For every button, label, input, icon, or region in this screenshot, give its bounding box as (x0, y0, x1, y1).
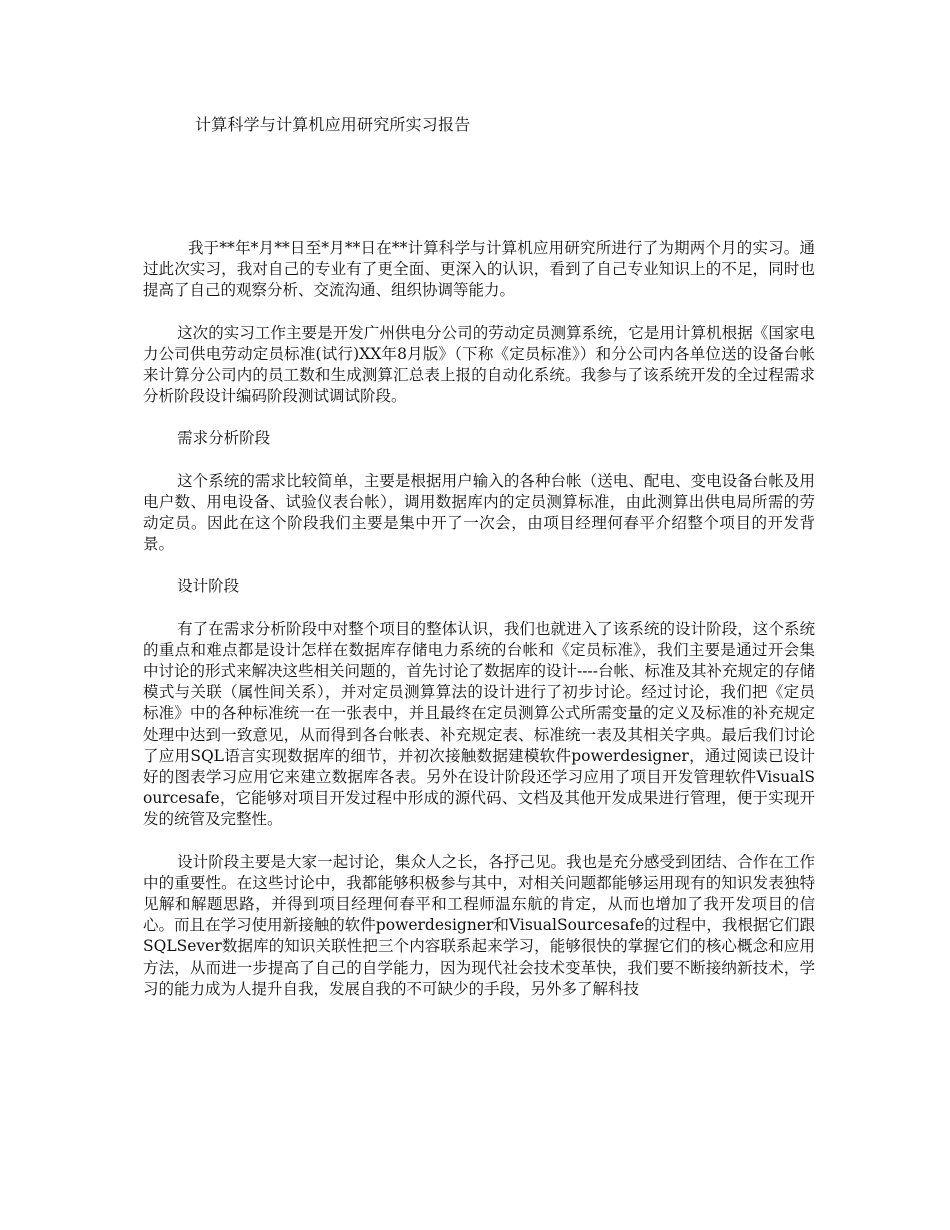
paragraph-work-overview: 这次的实习工作主要是开发广州供电分公司的劳动定员测算系统，它是用计算机根据《国家电力公司供电劳动定员标准(试行)XX年8月版》（下称《定员标准》）和分公司内各单位送的设备台帐来计算分公司内的员工数和生成测算汇总表上报的自动化系统。我参与了该系统开发的全过程需求分析阶段设计编码阶段测试调试阶段。 (143, 323, 815, 406)
document-title: 计算科学与计算机应用研究所实习报告 (195, 115, 471, 134)
section-heading-requirements: 需求分析阶段 (177, 429, 271, 448)
section-heading-design: 设计阶段 (177, 577, 240, 596)
paragraph-requirements: 这个系统的需求比较简单，主要是根据用户输入的各种台帐（送电、配电、变电设备台帐及用电户数、用电设备、试验仪表台帐），调用数据库内的定员测算标准，由此测算出供电局所需的劳动定员。因此在这个阶段我们主要是集中开了一次会，由项目经理何春平介绍整个项目的开发背景。 (143, 471, 815, 554)
paragraph-design-reflection: 设计阶段主要是大家一起讨论，集众人之长，各抒己见。我也是充分感受到团结、合作在工作中的重要性。在这些讨论中，我都能够积极参与其中，对相关问题都能够运用现有的知识发表独特见解和解题思路，并得到项目经理何春平和工程师温东航的肯定，从而也增加了我开发项目的信心。而且在学习使用新接触的软件powerdesigner和VisualSourcesafe的过程中，我根据它们跟SQLSever数据库的知识关联性把三个内容联系起来学习，能够很快的掌握它们的核心概念和应用方法，从而进一步提高了自己的自学能力，因为现代社会技术变革快，我们要不断接纳新技术，学习的能力成为人提升自我，发展自我的不可缺少的手段，另外多了解科技 (143, 852, 815, 998)
paragraph-intro: 我于**年*月**日至*月**日在**计算科学与计算机应用研究所进行了为期两个月的实习。通过此次实习，我对自己的专业有了更全面、更深入的认识，看到了自己专业知识上的不足，同时也提高了自己的观察分析、交流沟通、组织协调等能力。 (143, 239, 815, 300)
document-body (143, 238, 815, 1000)
paragraph-design: 有了在需求分析阶段中对整个项目的整体认识，我们也就进入了该系统的设计阶段，这个系统的重点和难点都是设计怎样在数据库存储电力系统的台帐和《定员标准》，我们主要是通过开会集中讨论的形式来解决这些相关问题的，首先讨论了数据库的设计----台帐、标准及其补充规定的存储模式与关联（属性间关系），并对定员测算算法的设计进行了初步讨论。经过讨论，我们把《定员标准》中的各种标准统一在一张表中，并且最终在定员测算公式所需变量的定义及标准的补充规定处理中达到一致意见，从而得到各台帐表、补充规定表、标准统一表及其相关字典。最后我们讨论了应用SQL语言实现数据库的细节，并初次接触数据建模软件powerdesigner，通过阅读已设计好的图表学习应用它来建立数据库各表。另外在设计阶段还学习应用了项目开发管理软件VisualSourcesafe，它能够对项目开发过程中形成的源代码、文档及其他开发成果进行管理，便于实现开发的统管及完整性。 (143, 619, 815, 829)
